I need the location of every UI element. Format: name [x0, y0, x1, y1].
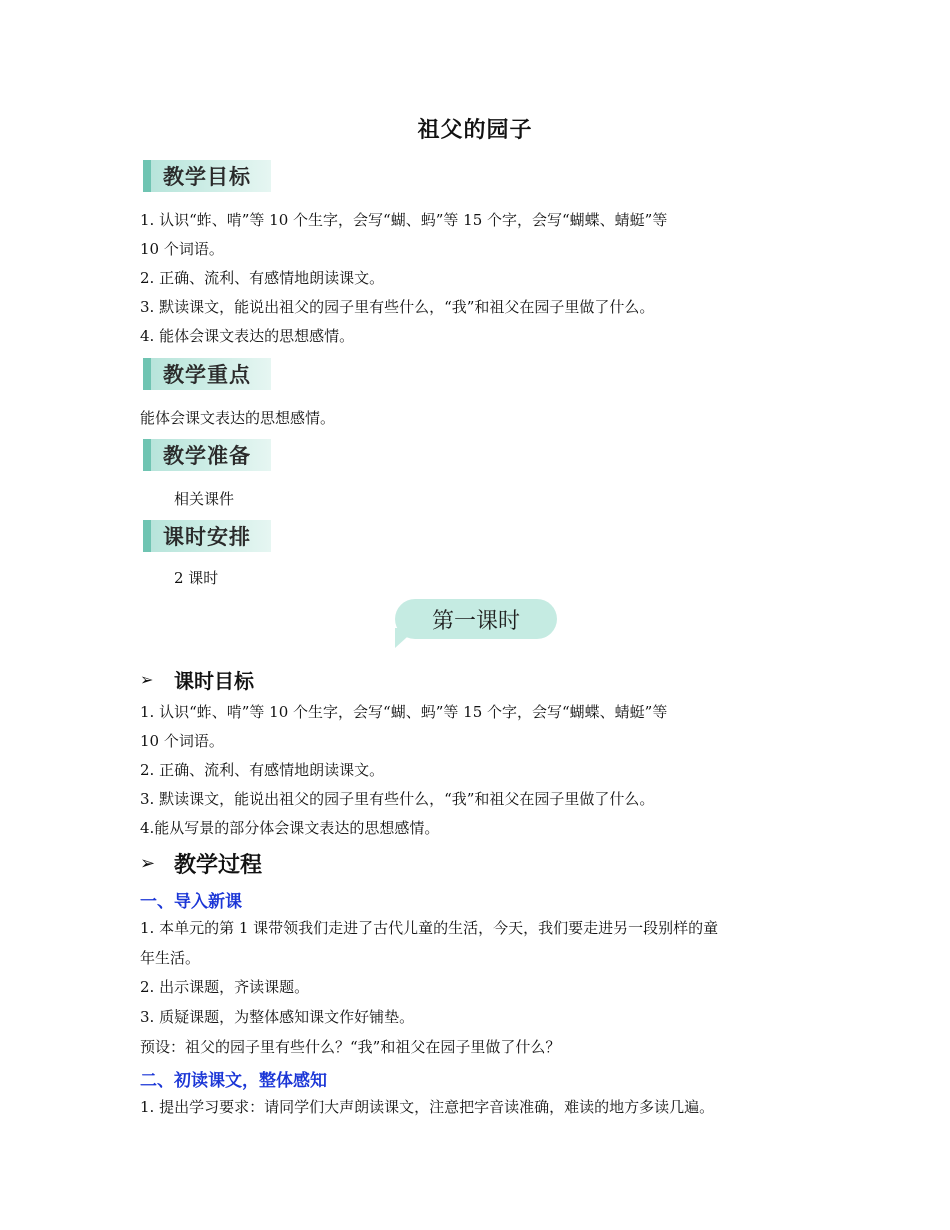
lesson-goals-heading [140, 665, 254, 694]
key-points-text: 能体会课文表达的思想感情。 [140, 409, 336, 427]
section-heading-key-points [143, 358, 271, 390]
preparation-text: 相关课件 [174, 490, 235, 508]
lesson-goal-line: 2. 正确、流利、有感情地朗读课文。 [140, 761, 385, 779]
section-heading-schedule [143, 520, 271, 552]
lesson-goal-line: 1. 认识“蚱、啃”等 10 个生字，会写“蝴、蚂”等 15 个字，会写“蝴蝶、蜻蜓”等 [140, 703, 668, 721]
lesson-goal-line: 4.能从写景的部分体会课文表达的思想感情。 [140, 819, 440, 837]
goal-line: 1. 认识“蚱、啃”等 10 个生字，会写“蝴、蚂”等 15 个字，会写“蝴蝶、蜻蜓”等 [140, 211, 668, 229]
goal-line: 10 个词语。 [140, 240, 224, 258]
lesson-goal-line: 10 个词语。 [140, 732, 224, 750]
section-heading-text: 教学目标 [163, 165, 251, 189]
goal-line: 3. 默读课文，能说出祖父的园子里有些什么，“我”和祖父在园子里做了什么。 [140, 298, 655, 316]
section-heading-text: 课时安排 [163, 525, 251, 549]
process-heading [140, 848, 262, 879]
part1-line: 2. 出示课题，齐读课题。 [140, 978, 310, 996]
section-heading-preparation [143, 439, 271, 471]
process-heading-text: 教学过程 [174, 853, 263, 878]
part2-heading: 二、初读课文，整体感知 [140, 1071, 327, 1091]
part1-line: 预设：祖父的园子里有些什么？“我”和祖父在园子里做了什么？ [140, 1038, 561, 1056]
arrow-bullet-icon: ➢ [140, 853, 156, 874]
section-heading-goals [143, 160, 271, 192]
section-heading-text: 教学准备 [163, 444, 251, 468]
section-bar [143, 358, 151, 390]
lesson-goals-heading-text: 课时目标 [174, 669, 254, 693]
section-bar [143, 520, 151, 552]
page-title: 祖父的园子 [417, 118, 533, 143]
part2-line: 1. 提出学习要求：请同学们大声朗读课文，注意把字音读准确，难读的地方多读几遍。 [140, 1098, 715, 1116]
lesson-goal-line: 3. 默读课文，能说出祖父的园子里有些什么，“我”和祖父在园子里做了什么。 [140, 790, 655, 808]
section-heading-text: 教学重点 [163, 363, 251, 387]
goal-line: 2. 正确、流利、有感情地朗读课文。 [140, 269, 385, 287]
section-bar [143, 439, 151, 471]
part1-line: 3. 质疑课题，为整体感知课文作好铺垫。 [140, 1008, 415, 1026]
arrow-bullet-icon: ➢ [140, 670, 154, 689]
part1-line: 1. 本单元的第 1 课带领我们走进了古代儿童的生活，今天，我们要走进另一段别样的童 [140, 919, 719, 937]
goal-line: 4. 能体会课文表达的思想感情。 [140, 327, 355, 345]
part1-line: 年生活。 [140, 949, 201, 967]
schedule-text: 2 课时 [174, 569, 219, 587]
part1-heading: 一、导入新课 [140, 892, 242, 912]
section-bar [143, 160, 151, 192]
lesson-badge: 第一课时 [395, 599, 557, 639]
